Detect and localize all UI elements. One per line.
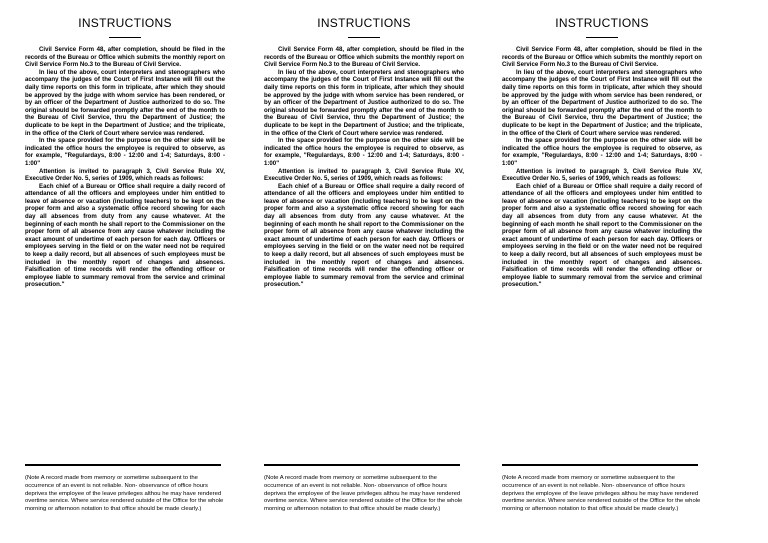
paragraph-office-hours: In the space provided for the purpose on the other side will be indicated the office hours the employee is required to observe, as for example, "Regulardays, 8:00 - 12:00 and 1-4; Saturdays, 8:00 - 1:00" <box>264 137 464 167</box>
instructions-body <box>25 46 225 289</box>
paragraph-office-hours: In the space provided for the purpose on the other side will be indicated the office hours the employee is required to observe, as for example, "Regulardays, 8:00 - 12:00 and 1-4; Saturdays, 8:00 - 1:00" <box>502 137 702 167</box>
footnote: (Note A record made from memory or sometime subsequent to the occurrence of an event is not reliable. Non- observance of office hours deprives the employee of the leave privileges althou he may have rendered overtime service. Where service rendered outside of the Office for the whole morning or afternoon notation to that office should be made clearly.) <box>264 475 463 513</box>
paragraph-attention: Attention is invited to paragraph 3, Civil Service Rule XV, Executive Order No. 5, series of 1909, which reads as follows: <box>25 167 225 183</box>
title-underline <box>586 37 618 38</box>
paragraph-form-filing: Civil Service Form 48, after completion, should be filed in the records of the Bureau or Office which submits the monthly report on Civil Service Form No.3 to the Bureau of Civil Service. <box>502 46 702 69</box>
footnote: (Note A record made from memory or sometime subsequent to the occurrence of an event is not reliable. Non- observance of office hours deprives the employee of the leave privileges althou he may have rendered overtime service. Where service rendered outside of the Office for the whole morning or afternoon notation to that office should be made clearly.) <box>25 475 224 513</box>
instructions-title: INSTRUCTIONS <box>555 16 649 30</box>
paragraph-court-interpreters: In lieu of the above, court interpreters and stenographers who accompany the judges of the Court of First Instance will fill out the daily time reports on this form in triplicate, after which they should be approved by the judge with whom service has been rendered, or by an officer of the Department of Justice authorized to do so. The original should be forwarded promptly after the end of the month to the Bureau of Civil Service, thru the Department of Justice; the duplicate to be kept in the Department of Justice; and the triplicate, in the office of the Clerk of Court where service was rendered. <box>25 68 225 137</box>
paragraph-form-filing: Civil Service Form 48, after completion, should be filed in the records of the Bureau or Office which submits the monthly report on Civil Service Form No.3 to the Bureau of Civil Service. <box>264 46 464 69</box>
paragraph-office-hours: In the space provided for the purpose on the other side will be indicated the office hours the employee is required to observe, as for example, "Regulardays, 8:00 - 12:00 and 1-4; Saturdays, 8:00 - 1:00" <box>25 137 225 167</box>
instructions-title: INSTRUCTIONS <box>78 16 172 30</box>
title-underline <box>109 37 141 38</box>
instructions-panel-1 <box>25 0 225 543</box>
instructions-body <box>502 46 702 289</box>
paragraph-attention: Attention is invited to paragraph 3, Civil Service Rule XV, Executive Order No. 5, series of 1909, which reads as follows: <box>264 167 464 183</box>
note-divider <box>502 464 698 466</box>
paragraph-rule-quote: Each chief of a Bureau or Office shall require a daily record of attendance of all the officers and employees under him entitled to leave of absence or vacation (including teachers) to be kept on the proper form and also a systematic office record showing for each day all absences from duty from any cause whatever. At the beginning of each month he shall report to the Commissioner on the proper form of all absence from any cause whatever including the exact amount of undertime of each person for each day. Officers or employees serving in the field or on the water need not be required to keep a daily record, but all absences of such employees must be included in the monthly report of changes and absences. Falsification of time records will render the offending officer or employee liable to summary removal from the service and criminal prosecution." <box>264 182 464 289</box>
title-underline <box>348 37 380 38</box>
footnote: (Note A record made from memory or sometime subsequent to the occurrence of an event is not reliable. Non- observance of office hours deprives the employee of the leave privileges althou he may have rendered overtime service. Where service rendered outside of the Office for the whole morning or afternoon notation to that office should be made clearly.) <box>502 475 701 513</box>
instructions-body <box>264 46 464 289</box>
paragraph-court-interpreters: In lieu of the above, court interpreters and stenographers who accompany the judges of the Court of First Instance will fill out the daily time reports on this form in triplicate, after which they should be approved by the judge with whom service has been rendered, or by an officer of the Department of Justice authorized to do so. The original should be forwarded promptly after the end of the month to the Bureau of Civil Service, thru the Department of Justice; the duplicate to be kept in the Department of Justice; and the triplicate, in the office of the Clerk of Court where service was rendered. <box>264 68 464 137</box>
instructions-panel-2 <box>264 0 464 543</box>
paragraph-attention: Attention is invited to paragraph 3, Civil Service Rule XV, Executive Order No. 5, series of 1909, which reads as follows: <box>502 167 702 183</box>
instructions-title: INSTRUCTIONS <box>317 16 411 30</box>
paragraph-rule-quote: Each chief of a Bureau or Office shall require a daily record of attendance of all the officers and employees under him entitled to leave of absence or vacation (including teachers) to be kept on the proper form and also a systematic office record showing for each day all absences from duty from any cause whatever. At the beginning of each month he shall report to the Commissioner on the proper form of all absence from any cause whatever including the exact amount of undertime of each person for each day. Officers or employees serving in the field or on the water need not be required to keep a daily record, but all absences of such employees must be included in the monthly report of changes and absences. Falsification of time records will render the offending officer or employee liable to summary removal from the service and criminal prosecution." <box>25 182 225 289</box>
instructions-panel-3 <box>502 0 702 543</box>
paragraph-court-interpreters: In lieu of the above, court interpreters and stenographers who accompany the judges of the Court of First Instance will fill out the daily time reports on this form in triplicate, after which they should be approved by the judge with whom service has been rendered, or by an officer of the Department of Justice authorized to do so. The original should be forwarded promptly after the end of the month to the Bureau of Civil Service, thru the Department of Justice; the duplicate to be kept in the Department of Justice; and the triplicate, in the office of the Clerk of Court where service was rendered. <box>502 68 702 137</box>
paragraph-rule-quote: Each chief of a Bureau or Office shall require a daily record of attendance of all the officers and employees under him entitled to leave of absence or vacation (including teachers) to be kept on the proper form and also a systematic office record showing for each day all absences from duty from any cause whatever. At the beginning of each month he shall report to the Commissioner on the proper form of all absence from any cause whatever including the exact amount of undertime of each person for each day. Officers or employees serving in the field or on the water need not be required to keep a daily record, but all absences of such employees must be included in the monthly report of changes and absences. Falsification of time records will render the offending officer or employee liable to summary removal from the service and criminal prosecution." <box>502 182 702 289</box>
note-divider <box>25 464 221 466</box>
note-divider <box>264 464 460 466</box>
paragraph-form-filing: Civil Service Form 48, after completion, should be filed in the records of the Bureau or Office which submits the monthly report on Civil Service Form No.3 to the Bureau of Civil Service. <box>25 46 225 69</box>
